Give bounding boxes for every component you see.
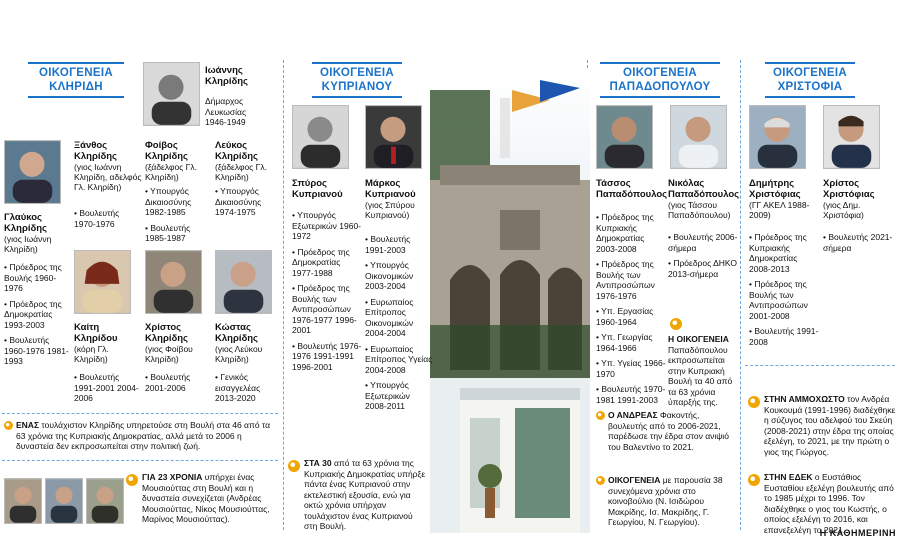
spyros-kyprianou-posts: • Υπουργός Εξωτερικών 1960-1972 • Πρόεδρος της Δημοκρατίας 1977-1988 • Πρόεδρος της Βουλής των Αντιπροσώπων 1976-1977 1996-2001 • Βουλευτής 1976-1976 1991-1991 1996-2001 [292,210,362,372]
nikolas-papadopoulos-photo [670,105,727,169]
ioannis-klirides-name: Ιωάννης Κληρίδης [205,65,248,87]
dimitris-christofias-posts: • Πρόεδρος της Κυπριακής Δημοκρατίας 2008-2013 • Πρόεδρος της Βουλής των Αντιπροσώπων 2001-2008 • Βουλευτής 1991-2008 [749,232,819,347]
presidential-palace-image [430,70,590,380]
foivos-klirides-posts: • Υπουργός Δικαιοσύνης 1982-1985 • Βουλευτής 1985-1987 [145,186,192,243]
marinos-mousiouttas-photo [86,478,124,524]
spyros-kyprianou-photo [292,105,349,169]
dimitris-christofias-photo [749,105,806,169]
markos-kyprianou-name: Μάρκος Κυπριανού (γιος Σπύρου Κυπριανού) [365,178,416,220]
bullet-icon [596,476,605,485]
divider-3 [740,60,741,530]
bullet-icon [670,318,682,330]
kyprianou-note: ΣΤΑ 30 από τα 63 χρόνια της Κυπριακής Δημοκρατίας υπήρξε πάντα ένας Κυπριανού στην εκτελεστική εξουσία, ενώ για οκτώ χρόνια υπήρχαν τουλάχιστον ένας Κυπριανού στη Βουλή. [292,458,428,532]
klirides-note: ΕΝΑΣ τουλάχιστον Κληρίδης υπηρετούσε στη Βουλή στα 46 από τα 63 χρόνια της Κυπριακής Δημοκρατίας, αλλά μετά το 2006 η δυναστεία δεν εκπροσωπείται στην πολιτική ζωή. [4,420,280,452]
parliament-image [430,378,590,533]
divider-1 [283,60,284,530]
katie-kliridou-posts: • Βουλευτής 1991-2001 2004-2006 [74,372,139,403]
nikolas-papadopoulos-posts: • Βουλευτής 2006-σήμερα • Πρόεδρος ΔΗΚΟ 2013-σήμερα [668,232,738,279]
xanthos-klirides-posts: • Βουλευτής 1970-1976 [74,208,120,229]
glafkos-klirides-name: Γλαύκος Κληρίδης (γιος Ιωάννη Κληρίδη) [4,212,52,254]
markos-kyprianou-photo [365,105,422,169]
bullet-icon [288,460,300,472]
andreas-mousiouttas-photo [4,478,42,524]
lefkos-klirides-posts: • Υπουργός Δικαιοσύνης 1974-1975 [215,186,262,217]
dimitris-christofias-name: Δημήτρης Χριστόφιας (ΓΓ ΑΚΕΛ 1988-2009) [749,178,810,220]
header-kyprianou: ΟΙΚΟΓΕΝΕΙΑ ΚΥΠΡΙΑΝΟΥ [312,62,402,98]
header-klirides: ΟΙΚΟΓΕΝΕΙΑ ΚΛΗΡΙΔΗ [28,62,124,98]
christos-klirides-name: Χρίστος Κληρίδης (γιος Φοίβου Κληρίδη) [145,322,193,364]
katie-kliridou-photo [74,250,131,314]
christos-christofias-photo [823,105,880,169]
kostas-klirides-photo [215,250,272,314]
christofia-note-2: ΣΤΗΝ ΕΔΕΚ ο Ευστάθιος Ευσταθίου εξελέγη βουλευτής από το 1985 μέχρι το 1996. Τον διαδέχθηκε ο γιος του Κωστής, ο οποίος εξελέγη το 2016, και επανεξελέγη το 2021. [752,472,896,535]
bullet-icon [748,396,760,408]
kostas-klirides-posts: • Γενικός εισαγγελέας 2013-2020 [215,372,261,403]
christofia-note-1: ΣΤΗΝ ΑΜΜΟΧΩΣΤΟ τον Ανδρέα Κουκουμά (1991-1996) διαδέχθηκε η σύζυγος του αδελφού του Σκεύη (2008-2021) στην έδρα της οποίας εξελέγη, το 2021, με την πρώτη ο γιος της Γιώργος. [752,394,896,457]
markos-kyprianou-posts: • Βουλευτής 1991-2003 • Υπουργός Οικονομικών 2003-2004 • Ευρωπαίος Επίτροπος Οικονομικών 2004-2004 • Ευρωπαίος Επίτροπος Υγείας 2004-2008 • Υπουργός Εξωτερικών 2008-2011 [365,234,433,411]
xanthos-klirides-name: Ξάνθος Κληρίδης (γιος Ιωάννη Κληρίδη, αδελφός Γλ. Κληρίδη) [74,140,142,192]
christos-christofias-name: Χρίστος Χριστόφιας (γιος Δημ. Χριστόφια) [823,178,875,220]
christos-klirides-posts: • Βουλευτής 2001-2006 [145,372,191,393]
katie-kliridou-name: Καίτη Κληρίδου (κόρη Γλ. Κληρίδη) [74,322,118,364]
foivos-klirides-name: Φοίβος Κληρίδης (ξάδελφος Γλ. Κληρίδη) [145,140,197,182]
bullet-icon [596,411,605,420]
tassos-papadopoulos-photo [596,105,653,169]
ioannis-klirides-role: Δήμαρχος Λευκωσίας 1946-1949 [205,96,247,127]
bullet-icon [748,474,760,486]
christos-klirides-photo [145,250,202,314]
header-christofia: ΟΙΚΟΓΕΝΕΙΑ ΧΡΙΣΤΟΦΙΑ [765,62,855,98]
christos-christofias-posts: • Βουλευτής 2021-σήμερα [823,232,893,253]
lefkos-klirides-name: Λεύκος Κληρίδης (ξάδελφος Γλ. Κληρίδη) [215,140,267,182]
papadopoulou-note-2: Ο ΑΝΔΡΕΑΣ Φακοντής, βουλευτής από το 2006-2021, παρέδωσε την έδρα στον ανιψιό του Βαλεντίνο το 2021. [596,410,736,452]
glafkos-klirides-photo [4,140,61,204]
ioannis-klirides-photo [143,62,200,126]
header-papadopoulou: ΟΙΚΟΓΕΝΕΙΑ ΠΑΠΑΔΟΠΟΥΛΟΥ [600,62,720,98]
nikolas-papadopoulos-name: Νικόλας Παπαδόπουλος (γιος Τάσσου Παπαδόπουλου) [668,178,740,220]
tassos-papadopoulos-posts: • Πρόεδρος της Κυπριακής Δημοκρατίας 2003-2008 • Πρόεδρος της Βουλής των Αντιπροσώπων 1976-1976 • Υπ. Εργασίας 1960-1964 • Υπ. Γεωργίας 1964-1966 • Υπ. Υγείας 1966-1970 • Βουλευτής 1970-1981 1991-2003 [596,212,666,405]
bullet-icon [126,474,138,486]
divider-h3 [745,365,895,366]
papadopoulou-note-1: Η ΟΙΚΟΓΕΝΕΙΑ Παπαδόπουλου εκπροσωπείται στην Κυπριακή Βουλή τα 40 από τα 63 χρόνια ύπαρξής της. [668,334,733,407]
papadopoulou-note-3: ΟΙΚΟΓΕΝΕΙΑ με παρουσία 38 συνεχόμενα χρόνια στο κοινοβούλιο (Ν. Ισιδώρου Μακρίδης, Ισ. Μακρίδης, Γ. Γεωργίου, Ν. Γεωργίου). [596,475,736,528]
kostas-klirides-name: Κώστας Κληρίδης (γιος Λεύκου Κληρίδη) [215,322,263,364]
glafkos-klirides-posts: • Πρόεδρος της Βουλής 1960-1976 • Πρόεδρος της Δημοκρατίας 1993-2003 • Βουλευτής 1960-1976 1981-1993 [4,262,69,366]
spyros-kyprianou-name: Σπύρος Κυπριανού [292,178,343,200]
publisher-footer: Η ΚΑΘΗΜΕΡΙΝΗ [819,528,896,538]
divider-h2 [2,460,278,461]
nikos-mousiouttas-photo [45,478,83,524]
divider-h1 [2,413,278,414]
bullet-icon [4,421,13,430]
tassos-papadopoulos-name: Τάσσος Παπαδόπουλος [596,178,668,200]
mousiouttas-note: ΓΙΑ 23 ΧΡΟΝΙΑ υπήρχει ένας Μουσιούττας στη Βουλή και η δυναστεία συνεχίζεται (Ανδρέας Μουσιούττας, Νίκος Μουσιούττας, Μαρίνος Μουσιούττας). [130,472,280,525]
